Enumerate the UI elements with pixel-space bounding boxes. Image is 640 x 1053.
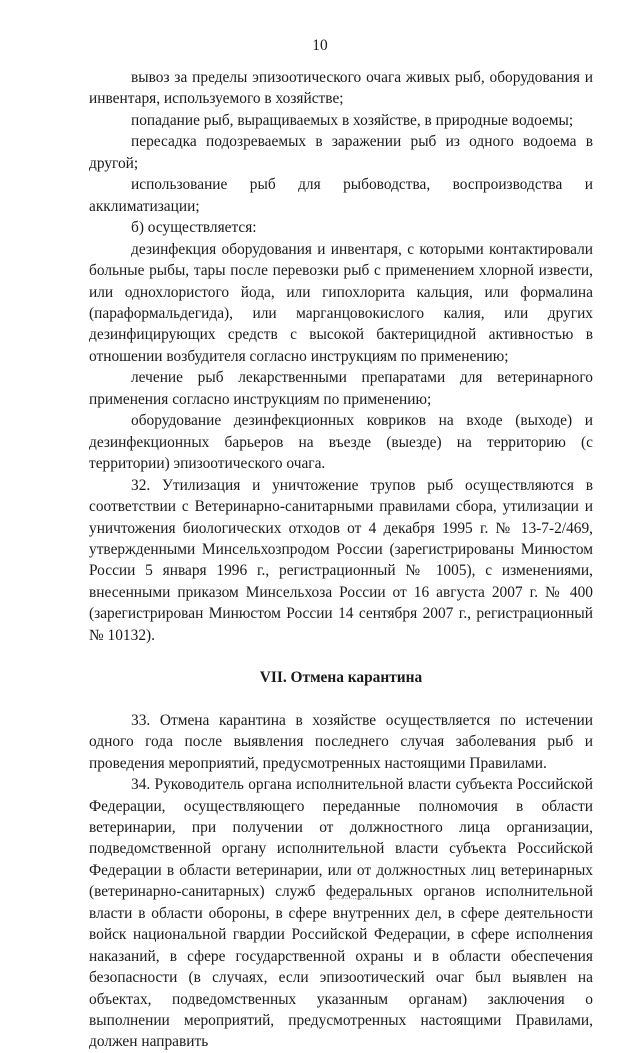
section-heading: VII. Отмена карантина (259, 669, 423, 687)
paragraph-transfer-ban: пересадка подозреваемых в заражении рыб из одного водоема в другой; (89, 133, 593, 172)
paragraph-measures-intro: б) осуществляется: (131, 219, 257, 237)
paragraph-34-authority: 34. Руководитель органа исполнительной власти субъекта Российской Федерации, осуществляющего переданные полномочия в области ветеринарии, при получении от должностного лица организации, подведомственной органу исполнительной власти субъекта Российской Федерации в области ветеринарии, или от должностных лиц ветеринарных (ветеринарно-санитарных) служб федеральных органов исполнительной власти в области обороны, в сфере внутренних дел, в сфере деятельности войск национальной гвардии Российской Федерации, в сфере исполнения наказаний, в сфере государственной охраны и в области обеспечения безопасности (в случаях, если эпизоотический очаг был выявлен на объектах, подведомственных указанным органам) заключения о выполнении мероприятий, предусмотренных настоящими Правилами, должен направить (89, 776, 593, 1051)
paragraph-breeding-ban: использование рыб для рыбоводства, воспроизводства и акклиматизации; (89, 176, 593, 215)
paragraph-disinfection: дезинфекция оборудования и инвентаря, с которыми контактировали больные рыбы, тары после перевозки рыб с применением хлорной извести, или однохлористого йода, или гипохлорита кальция, или формалина (параформальдегида), или марганцовокислого калия, или других дезинфицирующих средств с высокой бактерицидной активностью в отношении возбудителя согласно инструкциям по применению; (89, 240, 593, 365)
page-number: 10 (312, 37, 328, 54)
paragraph-32-disposal: 32. Утилизация и уничтожение трупов рыб осуществляются в соответствии с Ветеринарно-санитарными правилами сбора, утилизации и уничтожения биологических отходов от 4 декабря 1995 г. № 13-7-2/469, утвержденными Минсельхозпродом России (зарегистрированы Минюстом России 5 января 1996 г., регистрационный № 1005), с изменениями, внесенными приказом Минсельхоза России от 16 августа 2007 г. № 400 (зарегистрирован Минюстом России 14 сентября 2007 г., регистрационный № 10132). (89, 476, 593, 644)
paragraph-export-ban: вывоз за пределы эпизоотического очага живых рыб, оборудования и инвентаря, используемого в хозяйстве; (89, 69, 593, 108)
document-body (89, 67, 593, 1053)
paragraph-33-quarantine-lift: 33. Отмена карантина в хозяйстве осуществляется по истечении одного года после выявления последнего случая заболевания рыб и проведения мероприятий, предусмотренных настоящими Правилами. (89, 711, 593, 772)
scan-artifact-divider (330, 898, 370, 903)
paragraph-barriers: оборудование дезинфекционных ковриков на входе (выходе) и дезинфекционных барьеров на въезде (выезде) на территорию (с территории) эпизоотического очага. (89, 412, 593, 473)
paragraph-treatment: лечение рыб лекарственными препаратами для ветеринарного применения согласно инструкциям по применению; (89, 369, 593, 408)
paragraph-release-ban: попадание рыб, выращиваемых в хозяйстве, в природные водоемы; (131, 111, 574, 129)
